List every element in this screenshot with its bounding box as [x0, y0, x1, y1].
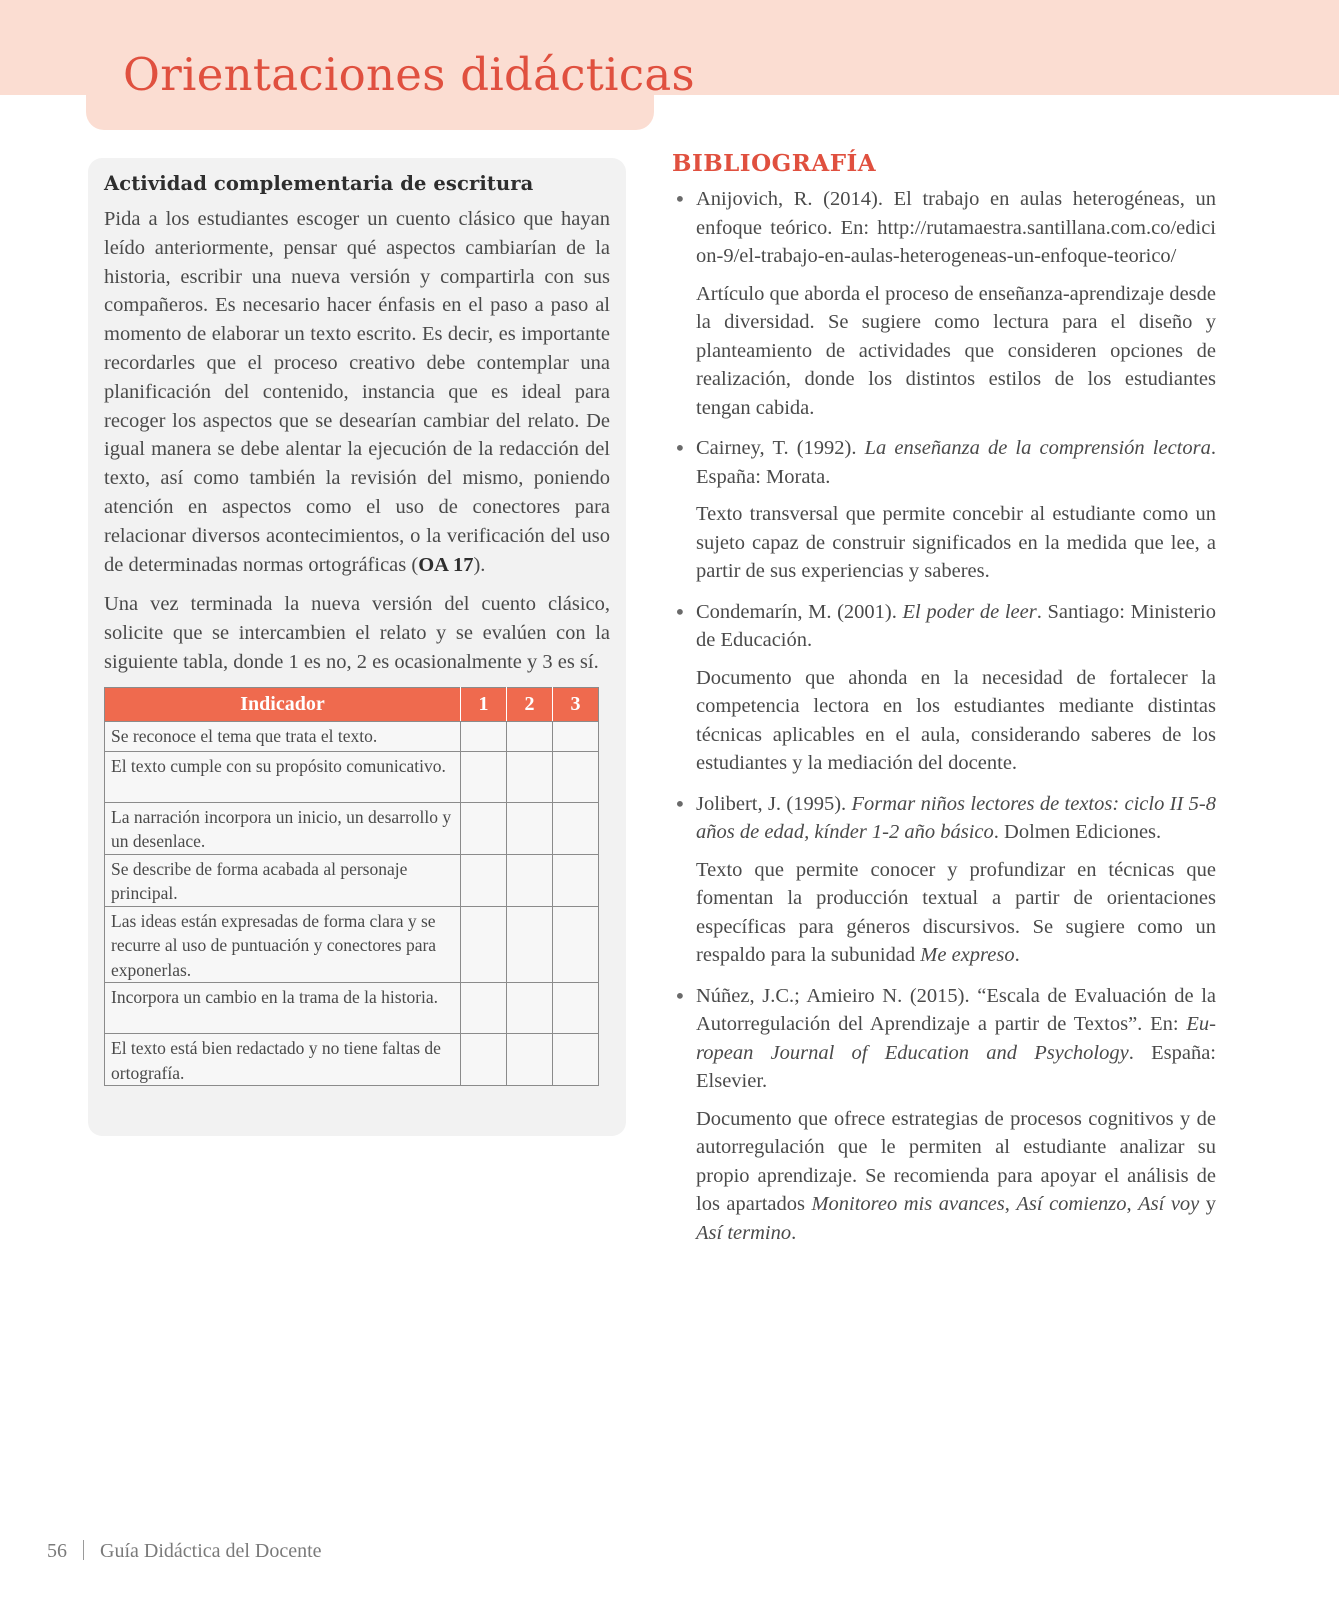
indicator-cell: Se reconoce el tema que trata el texto.	[105, 721, 461, 751]
indicator-cell: Las ideas están expresadas de forma clara y se recurre al uso de puntuación y conectores para exponerlas.	[105, 906, 461, 983]
bib-description: Texto transversal que permite concebir al estudiante como un sujeto capaz de construir significados en la medida que lee, a partir de sus experiencias y saberes.	[696, 503, 1216, 582]
table-row	[105, 802, 599, 854]
bullet-icon: •	[674, 599, 686, 624]
indicator-cell: La narración incorpora un inicio, un desarrollo y un desenlace.	[105, 802, 461, 854]
score-cell	[507, 983, 553, 1034]
indicator-cell: Se describe de forma acabada al personaje principal.	[105, 854, 461, 906]
bib-reference: Condemarín, M. (2001). El poder de leer. Santiago: Ministerio de Educación.	[696, 600, 1216, 651]
bib-item-anijovich	[672, 185, 1216, 422]
score-cell	[553, 802, 599, 854]
bib-item-condemarin	[672, 598, 1216, 778]
score-cell	[507, 1034, 553, 1086]
page-title: Orientaciones didácticas	[123, 48, 695, 101]
oa-reference: OA 17	[418, 553, 474, 576]
table-header-row	[105, 687, 599, 721]
table-row	[105, 751, 599, 802]
score-cell	[461, 906, 507, 983]
bib-item-cairney	[672, 434, 1216, 586]
table-row	[105, 721, 599, 751]
book-title: Guía Didáctica del Docente	[100, 1540, 322, 1562]
table-row	[105, 906, 599, 983]
table-row	[105, 1034, 599, 1086]
footer-divider	[83, 1540, 84, 1560]
bullet-icon: •	[674, 791, 686, 816]
score-cell	[461, 721, 507, 751]
score-cell	[553, 721, 599, 751]
score-cell	[461, 751, 507, 802]
bib-item-jolibert	[672, 790, 1216, 970]
bib-item-nunez	[672, 982, 1216, 1248]
bib-description: Texto que permite conocer y profundizar en técnicas que fomentan la producción textual a partir de orientaciones específicas para géneros discursivos. Se sugiere como un respaldo para la subunidad Me expreso.	[696, 858, 1216, 966]
bib-description: Documento que ofrece estrategias de procesos cognitivos y de autorregulación que le permiten al estudiante analizar su propio aprendizaje. Se recomienda para apoyar el análisis de los apartados Monitoreo mis avances, Así comienzo, Así voy y Así termino.	[696, 1107, 1217, 1244]
score-cell	[553, 854, 599, 906]
score-cell	[507, 802, 553, 854]
header-score-2: 2	[507, 687, 553, 721]
score-cell	[461, 854, 507, 906]
table-row	[105, 854, 599, 906]
score-cell	[553, 751, 599, 802]
indicator-cell: El texto está bien redactado y no tiene faltas de ortografía.	[105, 1034, 461, 1086]
activity-paragraph-1: Pida a los estudiantes escoger un cuento clásico que hayan leído anteriormente, pensar qué aspectos cambiarían de la historia, escribir una nueva versión y compartirla con sus compañeros. Es necesario hacer énfasis en el paso a paso al momento de elaborar un texto escrito. Es decir, es importante recordarles que el proceso creativo debe contemplar una planificación del contenido, instancia que es ideal para recoger los aspectos que se desearían cambiar del relato. De igual manera se debe alentar la ejecución de la redacción del texto, así como también la revisión del mismo, poniendo atención en aspectos como el uso de conectores para relacionar diversos acontecimientos, o la verificación del uso de determinadas normas ortográficas (OA 17).	[104, 208, 610, 576]
score-cell	[461, 802, 507, 854]
bullet-icon: •	[674, 436, 686, 460]
score-cell	[507, 751, 553, 802]
score-cell	[507, 854, 553, 906]
bibliography-heading: BIBLIOGRAFÍA	[672, 150, 877, 177]
header-score-1: 1	[461, 687, 507, 721]
bib-description: Documento que ahonda en la necesidad de fortalecer la competencia lectora en los estudiantes mediante distintas técnicas aplicables en el aula, considerando saberes de los estudiantes y la mediación del docente.	[696, 666, 1216, 774]
page-number: 56	[47, 1540, 67, 1562]
bib-reference: Jolibert, J. (1995). Formar niños lectores de textos: ciclo II 5-8 años de edad, kínder 1-2 año básico. Dolmen Ediciones.	[696, 792, 1216, 843]
score-cell	[553, 906, 599, 983]
bibliography-section	[672, 150, 1216, 1259]
score-cell	[507, 906, 553, 983]
bib-reference: Cairney, T. (1992). La enseñanza de la comprensión lectora. España: Morata.	[696, 437, 1216, 488]
bullet-icon: •	[674, 983, 686, 1008]
bib-reference: Anijovich, R. (2014). El trabajo en aulas heterogéneas, un enfoque teórico. En: http://rutamaestra.santillana.com.co/edicion-9/el-trabajo-en-aulas-heterogeneas-un-enfoque-teorico/	[696, 188, 1216, 267]
activity-box	[88, 158, 626, 1136]
table-row	[105, 983, 599, 1034]
header-score-3: 3	[553, 687, 599, 721]
score-cell	[461, 983, 507, 1034]
indicator-cell: El texto cumple con su propósito comunicativo.	[105, 751, 461, 802]
score-cell	[553, 983, 599, 1034]
activity-title: Actividad complementaria de escritura	[104, 172, 534, 195]
score-cell	[461, 1034, 507, 1086]
score-cell	[553, 1034, 599, 1086]
bib-reference: Núñez, J.C.; Amieiro N. (2015). “Escala de Evaluación de la Autorregulación del Aprendizaje a partir de Textos”. En: European Journal of Education and Psychology. España: Elsevier.	[696, 984, 1216, 1092]
indicator-cell: Incorpora un cambio en la trama de la historia.	[105, 983, 461, 1034]
evaluation-table	[104, 687, 599, 1087]
page-footer	[47, 1540, 322, 1563]
activity-paragraph-2: Una vez terminada la nueva versión del cuento clásico, solicite que se intercambien el relato y se evalúen con la siguiente tabla, donde 1 es no, 2 es ocasionalmente y 3 es sí.	[104, 593, 610, 673]
bullet-icon: •	[674, 187, 686, 211]
bib-description: Artículo que aborda el proceso de enseñanza-aprendizaje desde la diversidad. Se sugiere como lectura para el diseño y planteamiento de actividades que consideren opciones de realización, donde los distintos estilos de los estudiantes tengan cabida.	[696, 282, 1216, 419]
score-cell	[507, 721, 553, 751]
header-indicador: Indicador	[105, 687, 461, 721]
reference-url: http://rutamaestra.santillana.com.co/edicion-9/el-trabajo-en-aulas-heterogeneas-un-enfoque-teorico/	[696, 216, 1216, 267]
